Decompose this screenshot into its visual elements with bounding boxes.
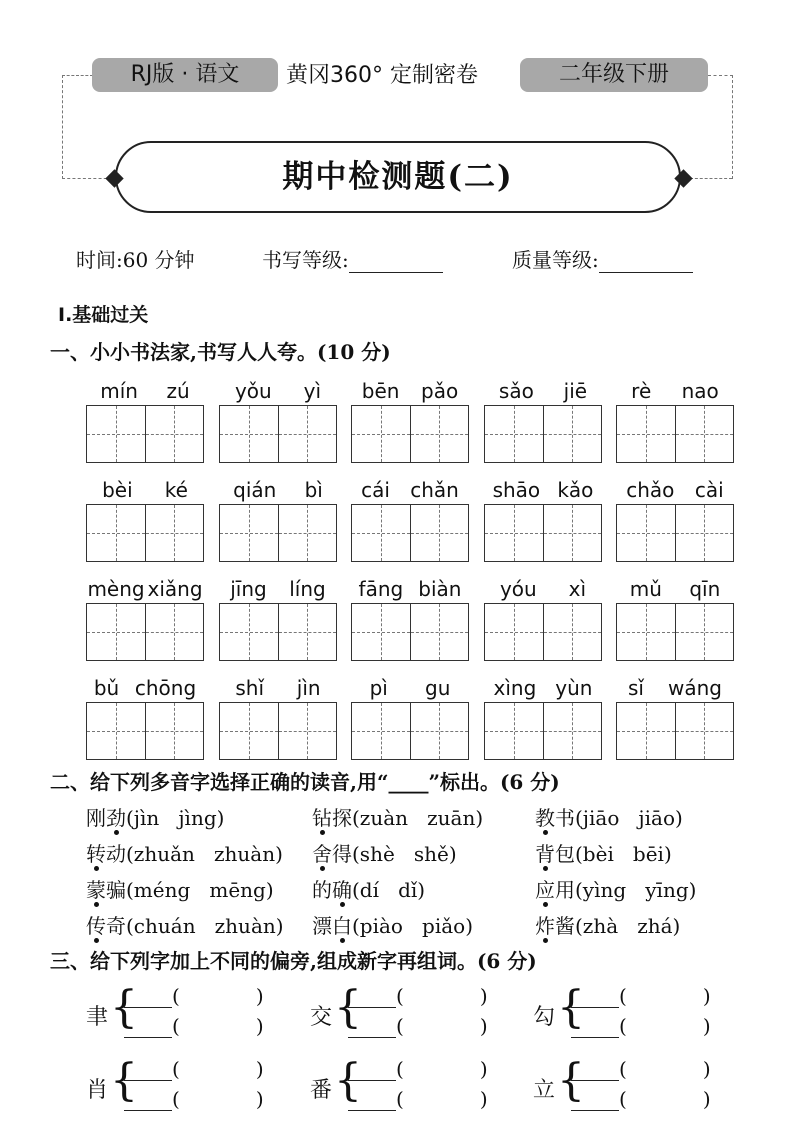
pinyin-row <box>219 670 337 700</box>
tianzige-grid <box>86 603 204 661</box>
writing-cell[interactable] <box>543 703 602 759</box>
writing-cell[interactable] <box>485 406 543 462</box>
pinyin-syllable: yùn <box>555 676 593 700</box>
pinyin-syllable: bēn <box>361 379 400 403</box>
polyphone-item: 漂白(piào piǎo) <box>312 914 474 938</box>
tianzige-grid <box>616 702 734 760</box>
new-char-blank[interactable] <box>571 989 619 1008</box>
paren-open: ( <box>172 1057 180 1081</box>
polyphone-item: 传奇(chuán zhuàn) <box>86 914 284 938</box>
answer-line[interactable] <box>124 984 264 1008</box>
answer-line[interactable] <box>348 1057 488 1081</box>
paren-open: ( <box>396 984 404 1008</box>
paren-close: ) <box>702 984 711 1008</box>
tianzige-grid <box>351 603 469 661</box>
writing-cell[interactable] <box>617 406 675 462</box>
emphasis-dot-icon <box>543 902 548 907</box>
new-char-blank[interactable] <box>348 1092 396 1111</box>
paren-close: ) <box>255 1057 264 1081</box>
new-char-blank[interactable] <box>348 1062 396 1081</box>
pinyin-syllable: ké <box>164 478 188 502</box>
writing-cell[interactable] <box>145 703 204 759</box>
pinyin-row <box>86 373 204 403</box>
pinyin-grid-group <box>484 373 602 463</box>
paren-open: ( <box>396 1057 404 1081</box>
base-character: 交 <box>310 1005 333 1030</box>
answer-line[interactable] <box>348 1014 488 1038</box>
tianzige-grid <box>351 504 469 562</box>
new-char-blank[interactable] <box>348 989 396 1008</box>
tianzige-grid <box>219 504 337 562</box>
writing-cell[interactable] <box>410 505 469 561</box>
pinyin-syllable: mín <box>100 379 138 403</box>
pinyin-grid-group <box>219 571 337 661</box>
paren-close: ) <box>702 1014 711 1038</box>
writing-cell[interactable] <box>485 604 543 660</box>
base-character: 勾 <box>533 1005 556 1030</box>
tianzige-grid <box>616 504 734 562</box>
paren-open: ( <box>396 1087 404 1111</box>
answer-line[interactable] <box>124 1014 264 1038</box>
paren-open: ( <box>619 1057 627 1081</box>
writing-cell[interactable] <box>87 703 145 759</box>
pinyin-syllable: chǎo <box>626 478 675 502</box>
pinyin-syllable: qián <box>233 478 277 502</box>
pinyin-row <box>484 571 602 601</box>
pinyin-grid-group <box>484 571 602 661</box>
pinyin-syllable: xiǎng <box>147 577 203 601</box>
paren-close: ) <box>479 1014 488 1038</box>
writing-cell[interactable] <box>145 604 204 660</box>
paren-open: ( <box>172 984 180 1008</box>
writing-cell[interactable] <box>485 505 543 561</box>
pinyin-row <box>484 472 602 502</box>
emphasis-dot-icon <box>543 938 548 943</box>
pinyin-grid-group <box>351 472 469 562</box>
pinyin-row <box>484 670 602 700</box>
answer-line[interactable] <box>348 984 488 1008</box>
emphasis-dot-icon <box>320 866 325 871</box>
base-character: 番 <box>310 1078 333 1103</box>
writing-cell[interactable] <box>220 703 278 759</box>
polyphone-item: 教书(jiāo jiāo) <box>535 806 683 830</box>
tianzige-grid <box>219 702 337 760</box>
pinyin-syllable: qīn <box>689 577 721 601</box>
pinyin-grid-group <box>219 670 337 760</box>
tianzige-grid <box>86 504 204 562</box>
polyphone-item: 舍得(shè shě) <box>312 842 457 866</box>
base-character: 聿 <box>86 1005 109 1030</box>
pinyin-syllable: chōng <box>134 676 197 700</box>
paren-close: ) <box>255 1014 264 1038</box>
writing-cell[interactable] <box>617 604 675 660</box>
writing-cell[interactable] <box>617 703 675 759</box>
pinyin-row <box>484 373 602 403</box>
time-label: 时间:60 分钟 <box>76 248 195 272</box>
writing-cell[interactable] <box>220 406 278 462</box>
new-char-blank[interactable] <box>571 1092 619 1111</box>
answer-line[interactable] <box>571 1087 711 1111</box>
title-box <box>115 141 681 213</box>
pinyin-syllable: bì <box>304 478 323 502</box>
brace-icon: { <box>557 982 585 1033</box>
header-connector-right <box>708 75 733 179</box>
quality-grade-blank[interactable] <box>599 252 693 273</box>
pinyin-row <box>219 373 337 403</box>
pinyin-grid-group <box>484 472 602 562</box>
q2-title: 二、给下列多音字选择正确的读音,用“____”标出。(6 分) <box>50 770 560 794</box>
paren-close: ) <box>479 1087 488 1111</box>
paren-open: ( <box>396 1014 404 1038</box>
brace-icon: { <box>334 982 362 1033</box>
emphasis-dot-icon <box>543 830 548 835</box>
writing-cell[interactable] <box>485 703 543 759</box>
subject-tag: RJ版 · 语文 <box>92 58 278 92</box>
tianzige-grid <box>219 603 337 661</box>
writing-cell[interactable] <box>87 505 145 561</box>
paren-open: ( <box>619 1014 627 1038</box>
pinyin-grid-group <box>616 571 734 661</box>
pinyin-syllable: biàn <box>418 577 462 601</box>
tianzige-grid <box>86 405 204 463</box>
pinyin-syllable: cái <box>361 478 390 502</box>
answer-line[interactable] <box>124 1057 264 1081</box>
pinyin-grid-group <box>616 373 734 463</box>
emphasis-dot-icon <box>94 866 99 871</box>
writing-grade-label: 书写等级: <box>262 248 349 272</box>
pinyin-row <box>351 373 469 403</box>
writing-cell[interactable] <box>675 703 734 759</box>
writing-cell[interactable] <box>278 406 337 462</box>
answer-line[interactable] <box>124 1087 264 1111</box>
answer-line[interactable] <box>571 1057 711 1081</box>
brace-icon: { <box>110 1055 138 1106</box>
pinyin-grid-group <box>86 472 204 562</box>
writing-cell[interactable] <box>278 703 337 759</box>
polyphone-item: 的确(dí dǐ) <box>312 878 426 902</box>
writing-cell[interactable] <box>352 604 410 660</box>
pinyin-syllable: fāng <box>358 577 404 601</box>
pinyin-row <box>351 670 469 700</box>
paren-close: ) <box>702 1057 711 1081</box>
pinyin-syllable: mèng <box>87 577 145 601</box>
polyphone-item: 背包(bèi bēi) <box>535 842 672 866</box>
writing-cell[interactable] <box>352 703 410 759</box>
writing-cell[interactable] <box>220 604 278 660</box>
tianzige-grid <box>484 603 602 661</box>
pinyin-row <box>86 472 204 502</box>
pinyin-grid-group <box>616 670 734 760</box>
pinyin-syllable: mǔ <box>629 577 662 601</box>
emphasis-dot-icon <box>543 866 548 871</box>
brace-icon: { <box>334 1055 362 1106</box>
writing-grade <box>262 244 443 273</box>
writing-cell[interactable] <box>145 505 204 561</box>
writing-cell[interactable] <box>145 406 204 462</box>
pinyin-syllable: yǒu <box>234 379 272 403</box>
writing-cell[interactable] <box>543 406 602 462</box>
pinyin-row <box>86 670 204 700</box>
pinyin-grid-group <box>616 472 734 562</box>
paren-close: ) <box>702 1087 711 1111</box>
tianzige-grid <box>86 702 204 760</box>
polyphone-item: 炸酱(zhà zhá) <box>535 914 681 938</box>
pinyin-syllable: jìn <box>296 676 321 700</box>
writing-cell[interactable] <box>675 505 734 561</box>
paren-close: ) <box>255 1087 264 1111</box>
pinyin-syllable: zú <box>166 379 190 403</box>
polyphone-item: 应用(yìng yīng) <box>535 878 697 902</box>
writing-cell[interactable] <box>220 505 278 561</box>
pinyin-syllable: gu <box>425 676 451 700</box>
pinyin-row <box>616 571 734 601</box>
tianzige-grid <box>616 405 734 463</box>
base-character: 立 <box>533 1078 556 1103</box>
polyphone-item: 钻探(zuàn zuān) <box>312 806 484 830</box>
pinyin-syllable: bèi <box>102 478 133 502</box>
tianzige-grid <box>484 504 602 562</box>
pinyin-syllable: jiē <box>563 379 588 403</box>
emphasis-dot-icon <box>94 938 99 943</box>
pinyin-grid-group <box>86 373 204 463</box>
pinyin-syllable: pì <box>369 676 388 700</box>
emphasis-dot-icon <box>94 902 99 907</box>
title-connector-right <box>690 178 732 179</box>
emphasis-dot-icon <box>340 902 345 907</box>
new-char-blank[interactable] <box>571 1019 619 1038</box>
tianzige-grid <box>219 405 337 463</box>
page-title: 期中检测题(二) <box>282 159 514 195</box>
writing-cell[interactable] <box>278 604 337 660</box>
pinyin-syllable: xì <box>568 577 587 601</box>
writing-cell[interactable] <box>543 604 602 660</box>
new-char-blank[interactable] <box>124 1019 172 1038</box>
new-char-blank[interactable] <box>124 989 172 1008</box>
pinyin-grid-group <box>86 670 204 760</box>
emphasis-dot-icon <box>320 830 325 835</box>
paren-open: ( <box>172 1087 180 1111</box>
pinyin-grid-group <box>351 571 469 661</box>
header-connector-left <box>62 75 93 179</box>
brace-icon: { <box>557 1055 585 1106</box>
writing-cell[interactable] <box>675 406 734 462</box>
tianzige-grid <box>351 405 469 463</box>
pinyin-row <box>351 571 469 601</box>
new-char-blank[interactable] <box>571 1062 619 1081</box>
pinyin-grid-group <box>484 670 602 760</box>
pinyin-syllable: chǎn <box>410 478 459 502</box>
pinyin-syllable: cài <box>694 478 724 502</box>
pinyin-row <box>616 472 734 502</box>
pinyin-syllable: yóu <box>499 577 537 601</box>
pinyin-row <box>351 472 469 502</box>
new-char-blank[interactable] <box>348 1019 396 1038</box>
polyphone-item: 蒙骗(méng mēng) <box>86 878 274 902</box>
pinyin-grid-group <box>219 373 337 463</box>
answer-line[interactable] <box>348 1087 488 1111</box>
grade-tag: 二年级下册 <box>520 58 708 92</box>
pinyin-syllable: shǐ <box>235 676 265 700</box>
new-char-blank[interactable] <box>124 1062 172 1081</box>
pinyin-syllable: yì <box>303 379 322 403</box>
series-name: 黄冈360° 定制密卷 <box>286 63 478 88</box>
pinyin-syllable: kǎo <box>557 478 594 502</box>
writing-cell[interactable] <box>410 406 469 462</box>
pinyin-syllable: rè <box>631 379 652 403</box>
emphasis-dot-icon <box>114 830 119 835</box>
writing-cell[interactable] <box>617 505 675 561</box>
pinyin-grid-group <box>86 571 204 661</box>
tianzige-grid <box>616 603 734 661</box>
pinyin-syllable: bǔ <box>93 676 120 700</box>
pinyin-syllable: sǐ <box>628 676 644 700</box>
quality-grade-label: 质量等级: <box>512 248 599 272</box>
emphasis-dot-icon <box>340 938 345 943</box>
q3-title: 三、给下列字加上不同的偏旁,组成新字再组词。(6 分) <box>50 949 537 973</box>
writing-cell[interactable] <box>410 703 469 759</box>
paren-close: ) <box>255 984 264 1008</box>
answer-line[interactable] <box>571 984 711 1008</box>
new-char-blank[interactable] <box>124 1092 172 1111</box>
pinyin-syllable: líng <box>289 577 326 601</box>
pinyin-row <box>86 571 204 601</box>
paren-open: ( <box>619 984 627 1008</box>
pinyin-syllable: sǎo <box>498 379 534 403</box>
writing-grade-blank[interactable] <box>349 252 443 273</box>
writing-cell[interactable] <box>87 604 145 660</box>
paren-close: ) <box>479 984 488 1008</box>
paren-open: ( <box>172 1014 180 1038</box>
writing-cell[interactable] <box>410 604 469 660</box>
answer-line[interactable] <box>571 1014 711 1038</box>
pinyin-grid-group <box>219 472 337 562</box>
writing-cell[interactable] <box>278 505 337 561</box>
pinyin-syllable: jīng <box>230 577 267 601</box>
pinyin-grid-group <box>351 670 469 760</box>
q1-title: 一、小小书法家,书写人人夸。(10 分) <box>50 340 391 364</box>
writing-cell[interactable] <box>352 505 410 561</box>
polyphone-item: 转动(zhuǎn zhuàn) <box>86 842 283 866</box>
polyphone-item: 刚劲(jìn jìng) <box>86 806 225 830</box>
pinyin-row <box>219 472 337 502</box>
tianzige-grid <box>351 702 469 760</box>
writing-cell[interactable] <box>675 604 734 660</box>
paren-open: ( <box>619 1087 627 1111</box>
pinyin-row <box>616 373 734 403</box>
pinyin-syllable: pǎo <box>421 379 459 403</box>
writing-cell[interactable] <box>352 406 410 462</box>
pinyin-syllable: nao <box>681 379 719 403</box>
writing-cell[interactable] <box>87 406 145 462</box>
writing-cell[interactable] <box>543 505 602 561</box>
pinyin-grid-group <box>351 373 469 463</box>
pinyin-row <box>616 670 734 700</box>
tianzige-grid <box>484 405 602 463</box>
paren-close: ) <box>479 1057 488 1081</box>
pinyin-row <box>219 571 337 601</box>
pinyin-syllable: wáng <box>668 676 722 700</box>
pinyin-syllable: shāo <box>492 478 541 502</box>
pinyin-syllable: xìng <box>493 676 537 700</box>
brace-icon: { <box>110 982 138 1033</box>
section-heading: Ⅰ.基础过关 <box>58 304 149 326</box>
tianzige-grid <box>484 702 602 760</box>
base-character: 肖 <box>86 1078 109 1103</box>
quality-grade <box>512 244 693 273</box>
